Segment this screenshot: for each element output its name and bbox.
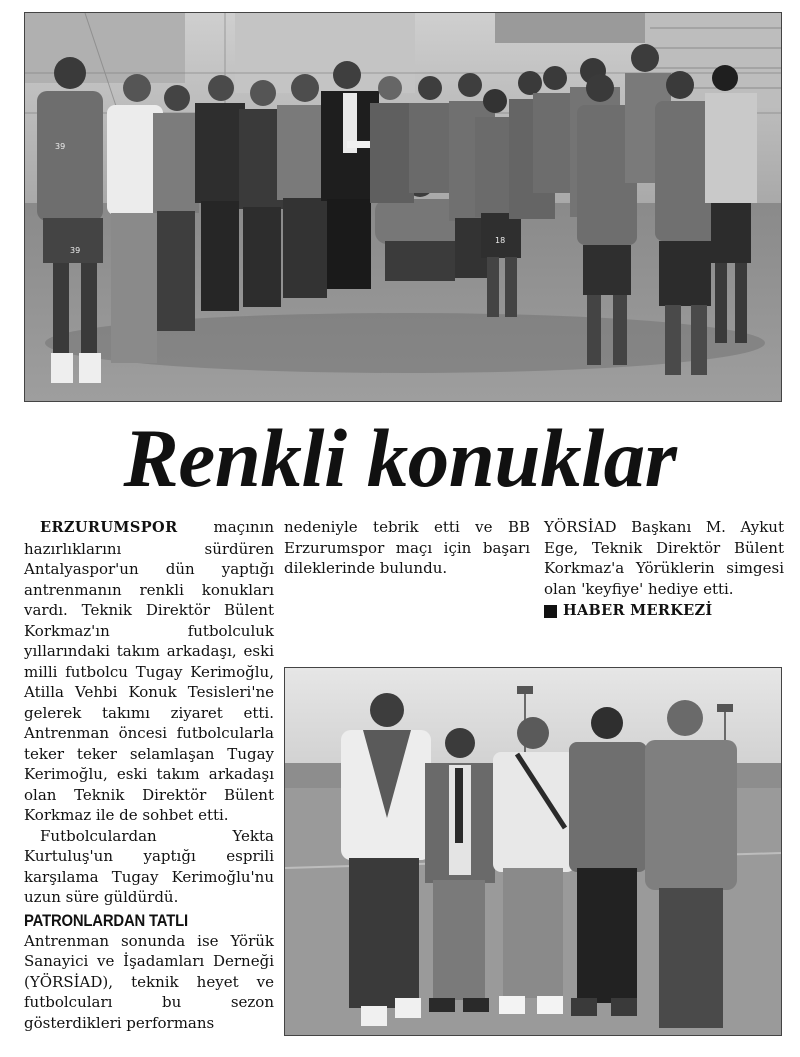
article-column-2 (284, 517, 530, 579)
jersey-number: 39 (55, 142, 66, 151)
headline: Renkli konuklar (123, 412, 677, 504)
shorts-number: 39 (70, 246, 81, 255)
shorts-number: 18 (495, 236, 506, 245)
guests-photo (284, 667, 782, 1036)
byline-text: HABER MERKEZİ (563, 602, 713, 619)
paragraph-text: maçının hazırlıklarını sürdüren Antalyaspor'un dün yaptığı antrenmanın renkli konukları vardı. Teknik Direktör Bülent Korkmaz'ın futbolculuk yıllarındaki takım arkadaşı, eski milli futbolcu Tugay Kerimoğlu, Atilla Vehbi Konuk Tesisleri'ne gelerek takımı ziyaret etti. Antrenman öncesi futbolcularla teker teker selamlaşan Tugay Kerimoğlu, eski takım arkadaşı olan Teknik Direktör Bülent Korkmaz ile de sohbet etti. (24, 518, 274, 824)
lead-word: ERZURUMSPOR (40, 519, 178, 536)
article-column-1 (24, 517, 274, 1033)
paragraph (24, 517, 274, 826)
subheading: PATRONLARDAN TATLI (24, 911, 188, 930)
byline-square-icon (544, 605, 557, 618)
guests-photo-graphic (285, 668, 781, 1035)
article-column-3 (544, 517, 784, 622)
team-group-photo (24, 12, 782, 402)
paragraph: Antrenman sonunda ise Yörük Sanayici ve İşadamları Derneği (YÖRSİAD), teknik heyet ve futbolcuları bu sezon gösterdikleri performans (24, 931, 274, 1032)
team-group-photo-graphic (25, 13, 781, 401)
paragraph: YÖRSİAD Başkanı M. Aykut Ege, Teknik Direktör Bülent Korkmaz'a Yörüklerin simgesi olan 'keyfiye' hediye etti. (544, 518, 784, 598)
paragraph: Futbolculardan Yekta Kurtuluş'un yaptığı esprili karşılama Tugay Kerimoğlu'nu uzun süre güldürdü. (24, 826, 274, 906)
byline (544, 601, 784, 622)
paragraph-continuation: nedeniyle tebrik etti ve BB Erzurumspor maçı için başarı dileklerinde bulundu. (284, 518, 530, 577)
